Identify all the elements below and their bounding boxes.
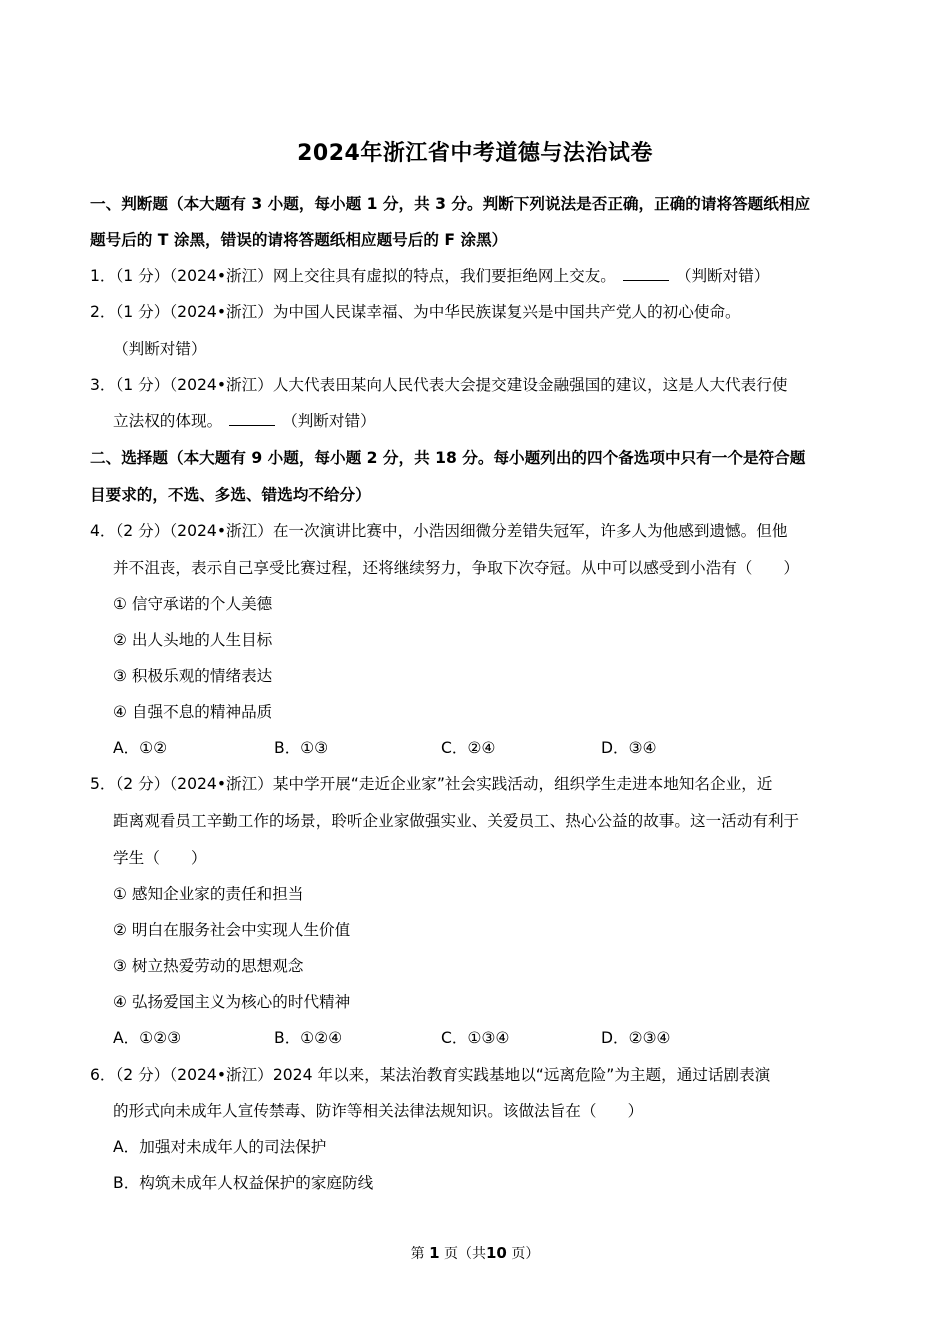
question-1: [90, 265, 769, 287]
question-5-line3: 学生（ ）: [113, 849, 207, 867]
footer-prefix: 第: [410, 1246, 425, 1262]
question-4-item: ① 信守承诺的个人美德: [113, 595, 273, 613]
question-5-item: ④ 弘扬爱国主义为核心的时代精神: [113, 993, 351, 1011]
footer-total-pages: 10: [486, 1244, 507, 1262]
question-6-line1: 6．（2 分）（2024•浙江）2024 年以来，某法治教育实践基地以“远离危险”为主题，通过话剧表演: [90, 1066, 771, 1084]
question-6-line2: 的形式向未成年人宣传禁毒、防诈等相关法律法规知识。该做法旨在（ ）: [113, 1102, 644, 1120]
answer-blank: [623, 266, 669, 281]
footer-suffix: 页）: [511, 1246, 540, 1262]
option-b: B．构筑未成年人权益保护的家庭防线: [113, 1174, 374, 1192]
option-a: A．加强对未成年人的司法保护: [113, 1138, 327, 1156]
option-a: A．①②③: [113, 1029, 182, 1047]
page-footer: [0, 1243, 950, 1263]
question-4-options: [113, 737, 813, 759]
answer-blank: [229, 411, 275, 426]
option-d: D．②③④: [601, 1029, 671, 1047]
section-1-heading-line2: 题号后的 T 涂黑，错误的请将答题纸相应题号后的 F 涂黑）: [90, 231, 508, 249]
question-2-line2: （判断对错）: [113, 340, 207, 358]
question-2-line1: 2．（1 分）（2024•浙江）为中国人民谋幸福、为中华民族谋复兴是中国共产党人的初心使命。: [90, 303, 741, 321]
question-3-line2: [113, 410, 376, 432]
option-d: D．③④: [601, 739, 657, 757]
question-3-line1: 3．（1 分）（2024•浙江）人大代表田某向人民代表大会提交建设金融强国的建议，这是人大代表行使: [90, 376, 788, 394]
question-1-text: 1．（1 分）（2024•浙江）网上交往具有虚拟的特点，我们要拒绝网上交友。: [90, 267, 616, 285]
question-4-line1: 4．（2 分）（2024•浙江）在一次演讲比赛中，小浩因细微分差错失冠军，许多人为他感到遗憾。但他: [90, 522, 788, 540]
question-5-line1: 5．（2 分）（2024•浙江）某中学开展“走近企业家”社会实践活动，组织学生走进本地知名企业，近: [90, 775, 773, 793]
section-2-heading-line2: 目要求的，不选、多选、错选均不给分）: [90, 486, 371, 504]
question-3-suffix: （判断对错）: [282, 412, 376, 430]
question-5-item: ① 感知企业家的责任和担当: [113, 885, 304, 903]
option-c: C．②④: [441, 739, 496, 757]
option-b: B．①②④: [274, 1029, 343, 1047]
page-title: 2024年浙江省中考道德与法治试卷: [297, 141, 653, 166]
footer-page-number: 1: [429, 1244, 440, 1262]
question-4-item: ② 出人头地的人生目标: [113, 631, 273, 649]
question-5-item: ③ 树立热爱劳动的思想观念: [113, 957, 304, 975]
question-5-options: [113, 1027, 813, 1049]
question-4-line2: 并不沮丧，表示自己享受比赛过程，还将继续努力，争取下次夺冠。从中可以感受到小浩有（ ）: [113, 559, 800, 577]
option-b: B．①③: [274, 739, 329, 757]
question-5-line2: 距离观看员工辛勤工作的场景，聆听企业家做强实业、关爱员工、热心公益的故事。这一活动有利于: [113, 812, 800, 830]
question-1-suffix: （判断对错）: [675, 267, 770, 285]
section-1-heading-line1: 一、判断题（本大题有 3 小题，每小题 1 分，共 3 分。判断下列说法是否正确，正确的请将答题纸相应: [90, 195, 811, 213]
footer-middle: 页（共: [444, 1246, 486, 1262]
question-3-text: 立法权的体现。: [113, 412, 223, 430]
question-4-item: ③ 积极乐观的情绪表达: [113, 667, 273, 685]
question-4-item: ④ 自强不息的精神品质: [113, 703, 273, 721]
option-a: A．①②: [113, 739, 168, 757]
section-2-heading-line1: 二、选择题（本大题有 9 小题，每小题 2 分，共 18 分。每小题列出的四个备选项中只有一个是符合题: [90, 449, 806, 467]
question-5-item: ② 明白在服务社会中实现人生价值: [113, 921, 351, 939]
option-c: C．①③④: [441, 1029, 510, 1047]
